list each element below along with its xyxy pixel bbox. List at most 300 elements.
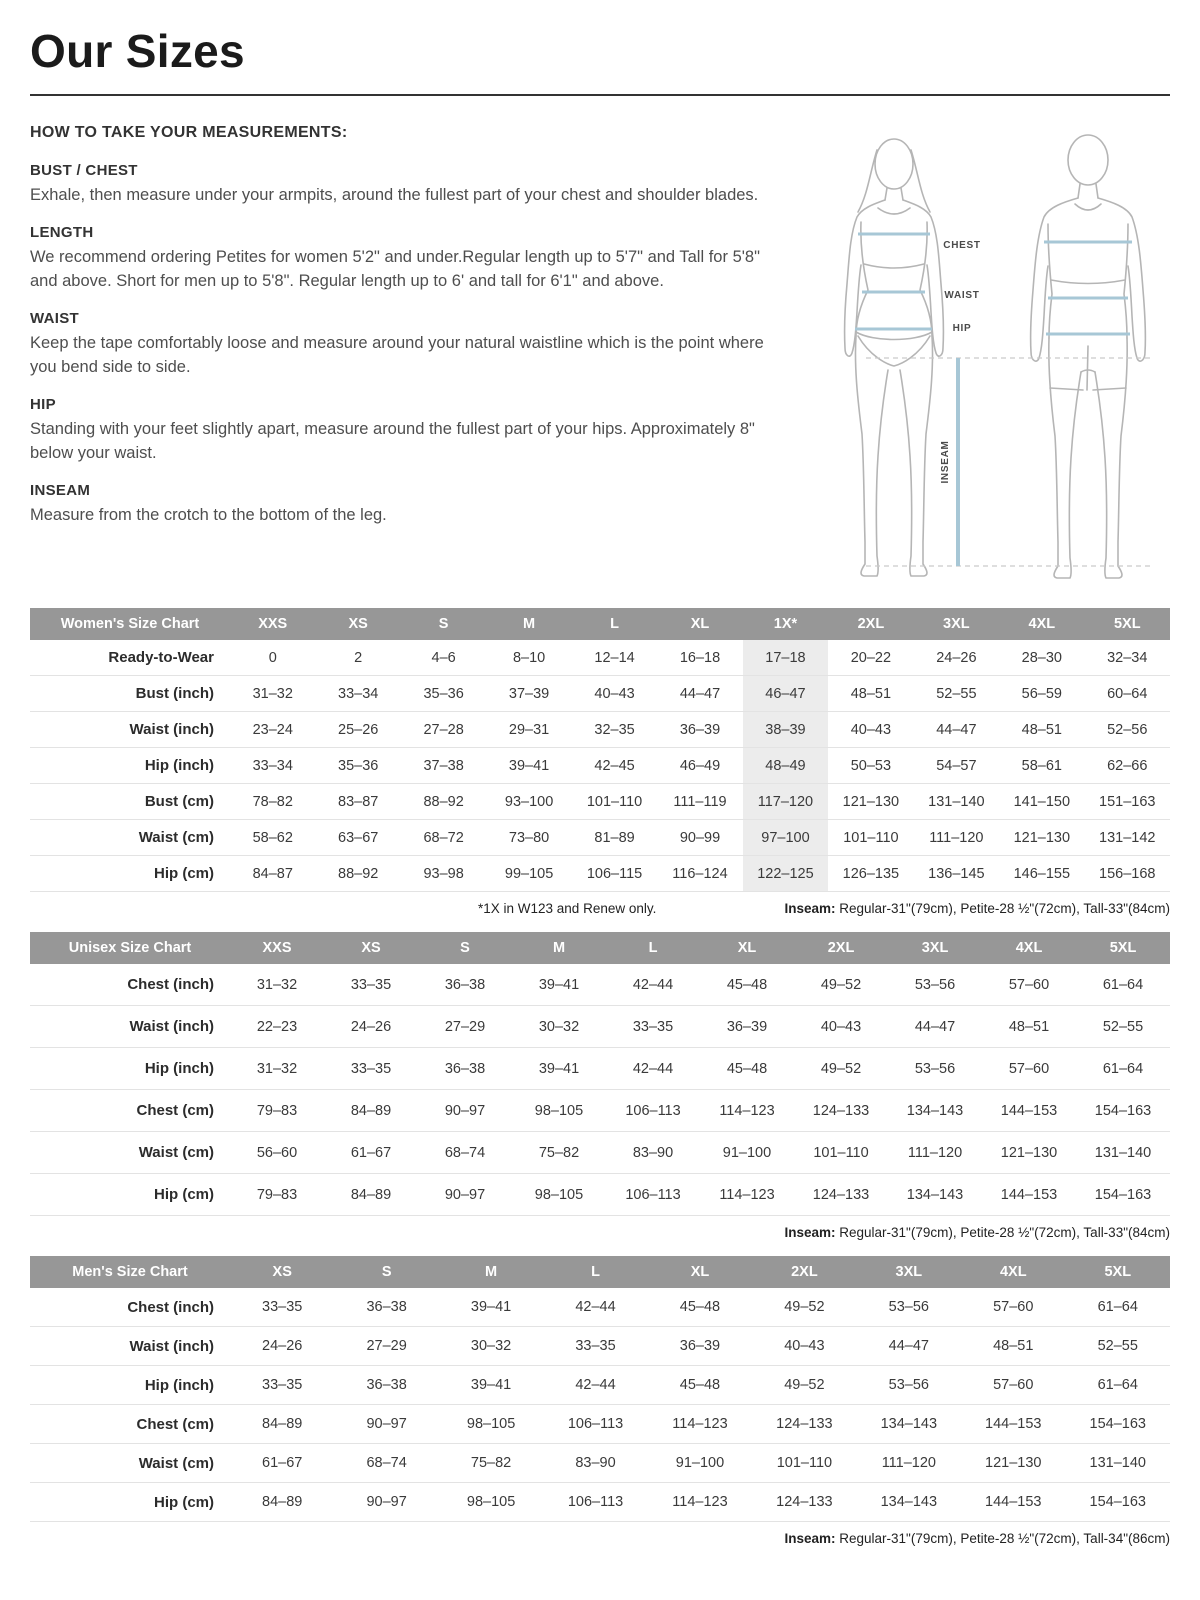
size-cell: 79–83 <box>256 1186 298 1203</box>
size-cell: 68–72 <box>423 829 464 846</box>
size-cell: 27–28 <box>423 721 464 738</box>
size-cell: 0 <box>268 649 277 666</box>
table-row <box>30 1174 1170 1216</box>
size-cell: 101–110 <box>586 793 643 810</box>
womens-size-chart-section <box>30 608 1170 916</box>
size-cell: 146–155 <box>1013 865 1071 882</box>
size-cell: 46–47 <box>743 676 828 712</box>
size-cell: 44–47 <box>936 721 977 738</box>
size-cell: 36–38 <box>444 1060 486 1077</box>
size-cell: 38–39 <box>743 712 828 748</box>
size-cell: 116–124 <box>672 865 728 882</box>
size-cell: 90–97 <box>444 1186 486 1203</box>
header-row <box>30 1256 1170 1288</box>
size-cell: 122–125 <box>743 856 828 892</box>
size-cell: 134–143 <box>906 1102 964 1119</box>
size-cell: 117–120 <box>743 784 828 820</box>
table-row <box>30 676 1170 712</box>
size-cell: 2 <box>354 649 363 666</box>
column-header: XL <box>648 1256 752 1288</box>
bust-chest-body: Exhale, then measure under your armpits, around the fullest part of your chest and shoulder blades. <box>30 186 759 204</box>
size-cell: 60–64 <box>1107 685 1148 702</box>
size-cell: 27–29 <box>444 1018 486 1035</box>
column-header: 5XL <box>1076 932 1170 964</box>
unisex-size-chart-section <box>30 932 1170 1240</box>
size-cell: 49–52 <box>784 1299 825 1315</box>
table-row <box>30 856 1170 892</box>
size-cell: 84–89 <box>350 1102 392 1119</box>
size-cell: 154–163 <box>1094 1186 1152 1203</box>
column-header: M <box>512 932 606 964</box>
size-cell: 61–64 <box>1097 1377 1138 1393</box>
waist-label: WAIST <box>944 290 980 301</box>
column-header: 4XL <box>982 932 1076 964</box>
size-cell: 124–133 <box>776 1416 833 1432</box>
size-cell: 141–150 <box>1013 793 1071 810</box>
size-cell: 61–64 <box>1102 976 1144 993</box>
inseam-heading: INSEAM <box>30 481 91 499</box>
size-cell: 78–82 <box>252 793 293 810</box>
size-cell: 83–90 <box>575 1455 616 1471</box>
size-cell: 93–100 <box>504 793 554 810</box>
size-cell: 44–47 <box>914 1018 956 1035</box>
size-cell: 61–64 <box>1102 1060 1144 1077</box>
column-header: 3XL <box>914 608 999 640</box>
size-cell: 75–82 <box>538 1144 580 1161</box>
size-cell: 91–100 <box>722 1144 772 1161</box>
size-cell: 57–60 <box>1008 976 1050 993</box>
size-cell: 106–113 <box>567 1416 624 1432</box>
table-title: Unisex Size Chart <box>30 932 230 964</box>
size-cell: 29–31 <box>508 721 550 738</box>
size-cell: 84–89 <box>350 1186 392 1203</box>
table-row <box>30 748 1170 784</box>
size-cell: 42–45 <box>594 757 635 774</box>
size-cell: 131–140 <box>1094 1144 1152 1161</box>
size-cell: 154–163 <box>1089 1416 1146 1432</box>
size-cell: 114–123 <box>719 1186 775 1203</box>
table-row <box>30 1444 1170 1483</box>
size-cell: 32–35 <box>594 721 635 738</box>
size-cell: 53–56 <box>888 1377 929 1393</box>
size-cell: 45–48 <box>679 1377 721 1393</box>
size-cell: 49–52 <box>784 1377 825 1393</box>
table-row <box>30 784 1170 820</box>
size-cell: 57–60 <box>1008 1060 1050 1077</box>
size-cell: 35–36 <box>338 757 379 774</box>
row-label: Hip (cm) <box>154 1493 214 1511</box>
size-cell: 39–41 <box>508 757 550 774</box>
size-cell: 40–43 <box>850 721 892 738</box>
row-label: Ready-to-Wear <box>108 649 214 666</box>
inseam-footnote-text: Regular-31"(79cm), Petite-28 ½"(72cm), Tall-33"(84cm) <box>835 1225 1170 1240</box>
size-cell: 52–55 <box>1097 1338 1138 1354</box>
size-cell: 106–113 <box>625 1102 681 1119</box>
column-header: 1X* <box>743 608 828 640</box>
size-cell: 134–143 <box>880 1416 938 1432</box>
size-cell: 50–53 <box>850 757 892 774</box>
size-cell: 114–123 <box>719 1102 775 1119</box>
row-label: Chest (inch) <box>127 976 214 993</box>
size-cell: 90–97 <box>366 1416 407 1432</box>
size-cell: 144–153 <box>1000 1186 1058 1203</box>
column-header: XS <box>315 608 400 640</box>
size-cell: 56–59 <box>1021 685 1062 702</box>
size-cell: 33–34 <box>338 685 379 702</box>
size-cell: 84–89 <box>262 1494 303 1510</box>
size-cell: 53–56 <box>888 1299 929 1315</box>
size-cell: 61–67 <box>350 1144 392 1161</box>
size-cell: 124–133 <box>812 1186 870 1203</box>
row-label: Waist (cm) <box>138 829 214 846</box>
size-cell: 84–87 <box>252 865 293 882</box>
unisex-table-footnotes <box>30 1225 1170 1240</box>
waist-body: Keep the tape comfortably loose and measure around your natural waistline which is the point where you bend side to side. <box>30 334 764 376</box>
size-cell: 45–48 <box>726 1060 768 1077</box>
size-cell: 52–55 <box>1102 1018 1144 1035</box>
size-cell: 73–80 <box>508 829 550 846</box>
table-row <box>30 1288 1170 1327</box>
size-cell: 81–89 <box>594 829 635 846</box>
size-cell: 144–153 <box>1000 1102 1058 1119</box>
table-row <box>30 1483 1170 1522</box>
size-cell: 36–38 <box>444 976 486 993</box>
column-header: S <box>418 932 512 964</box>
size-cell: 30–32 <box>538 1018 580 1035</box>
column-header: L <box>572 608 657 640</box>
size-cell: 99–105 <box>504 865 554 882</box>
size-cell: 58–62 <box>252 829 293 846</box>
size-cell: 98–105 <box>466 1416 516 1432</box>
size-cell: 111–120 <box>881 1455 936 1471</box>
size-cell: 111–119 <box>673 793 727 810</box>
mens-size-chart-section <box>30 1256 1170 1546</box>
column-header: 2XL <box>828 608 913 640</box>
size-cell: 121–130 <box>1000 1144 1058 1161</box>
size-cell: 58–61 <box>1021 757 1062 774</box>
size-cell: 131–140 <box>928 793 985 810</box>
size-cell: 39–41 <box>538 1060 580 1077</box>
column-header: L <box>543 1256 647 1288</box>
row-label: Chest (cm) <box>136 1415 214 1433</box>
size-cell: 84–89 <box>262 1416 303 1432</box>
size-cell: 121–130 <box>985 1455 1042 1471</box>
mens-size-chart-table <box>30 1256 1170 1522</box>
size-cell: 37–38 <box>423 757 464 774</box>
inseam-footnote-text: Regular-31"(79cm), Petite-28 ½"(72cm), Tall-33"(84cm) <box>835 901 1170 916</box>
inseam-label: INSEAM <box>940 440 951 484</box>
size-cell: 33–35 <box>350 976 392 993</box>
table-title: Men's Size Chart <box>30 1256 230 1288</box>
size-cell: 33–35 <box>262 1299 303 1315</box>
hip-label: HIP <box>952 323 972 334</box>
size-cell: 33–35 <box>350 1060 392 1077</box>
column-header: 5XL <box>1085 608 1170 640</box>
size-cell: 48–51 <box>993 1338 1034 1354</box>
length-heading: LENGTH <box>30 224 94 242</box>
size-cell: 61–67 <box>262 1455 303 1471</box>
section-bust-chest <box>30 162 772 207</box>
table-row <box>30 820 1170 856</box>
size-cell: 4–6 <box>431 649 456 666</box>
size-cell: 24–26 <box>350 1018 392 1035</box>
size-cell: 68–74 <box>444 1144 486 1161</box>
size-cell: 53–56 <box>914 976 956 993</box>
size-cell: 156–168 <box>1099 865 1156 882</box>
size-cell: 8–10 <box>512 649 546 666</box>
column-header: S <box>401 608 486 640</box>
size-cell: 25–26 <box>338 721 379 738</box>
size-cell: 35–36 <box>423 685 464 702</box>
column-header: 2XL <box>794 932 888 964</box>
column-header: M <box>486 608 571 640</box>
column-header: XS <box>324 932 418 964</box>
size-cell: 40–43 <box>594 685 635 702</box>
table-row <box>30 1327 1170 1366</box>
column-header: XXS <box>230 932 324 964</box>
row-label: Waist (cm) <box>138 1144 214 1161</box>
size-cell: 101–110 <box>813 1144 869 1161</box>
size-cell: 42–44 <box>632 976 674 993</box>
size-cell: 45–48 <box>679 1299 721 1315</box>
header-row <box>30 932 1170 964</box>
size-cell: 28–30 <box>1021 649 1062 666</box>
size-cell: 106–113 <box>567 1494 624 1510</box>
size-cell: 44–47 <box>679 685 721 702</box>
size-cell: 56–60 <box>256 1144 298 1161</box>
row-label: Hip (inch) <box>144 757 214 774</box>
size-cell: 83–87 <box>338 793 379 810</box>
size-cell: 88–92 <box>338 865 379 882</box>
row-label: Bust (inch) <box>135 685 214 702</box>
table-row <box>30 1405 1170 1444</box>
row-label: Waist (inch) <box>129 1018 214 1035</box>
mens-inseam-footnote <box>784 1531 1170 1546</box>
size-cell: 111–120 <box>907 1144 963 1161</box>
section-length <box>30 224 772 293</box>
size-cell: 136–145 <box>928 865 985 882</box>
size-cell: 97–100 <box>743 820 828 856</box>
size-cell: 90–97 <box>366 1494 407 1510</box>
measurement-diagram-illustration <box>798 122 1170 594</box>
size-cell: 144–153 <box>985 1416 1042 1432</box>
table-row <box>30 1090 1170 1132</box>
size-cell: 31–32 <box>256 976 298 993</box>
row-label: Hip (cm) <box>154 1186 214 1203</box>
column-header: 2XL <box>752 1256 856 1288</box>
womens-table-footnotes <box>30 901 1170 916</box>
unisex-inseam-footnote <box>784 1225 1170 1240</box>
male-figure-outline <box>1031 135 1146 578</box>
measurement-instructions-row <box>30 122 1170 594</box>
length-body: We recommend ordering Petites for women 5'2" and under.Regular length up to 5'7" and Tall for 5'8" and above. Short for men up to 5'8". Regular length up to 6' and tall for 6'1" and above. <box>30 248 760 290</box>
table-row <box>30 964 1170 1006</box>
size-cell: 52–56 <box>1107 721 1148 738</box>
size-cell: 63–67 <box>338 829 379 846</box>
column-header: 3XL <box>857 1256 961 1288</box>
section-waist <box>30 310 772 379</box>
column-header: 4XL <box>999 608 1084 640</box>
column-header: 3XL <box>888 932 982 964</box>
size-cell: 42–44 <box>575 1299 616 1315</box>
size-cell: 40–43 <box>784 1338 825 1354</box>
size-cell: 126–135 <box>842 865 900 882</box>
size-cell: 134–143 <box>880 1494 938 1510</box>
header-row <box>30 608 1170 640</box>
size-cell: 36–39 <box>726 1018 768 1035</box>
size-cell: 40–43 <box>820 1018 862 1035</box>
size-cell: 24–26 <box>936 649 977 666</box>
size-cell: 33–35 <box>575 1338 616 1354</box>
size-cell: 75–82 <box>470 1455 512 1471</box>
size-cell: 131–140 <box>1089 1455 1146 1471</box>
mens-table-footnotes <box>30 1531 1170 1546</box>
table-row <box>30 1366 1170 1405</box>
size-cell: 33–34 <box>252 757 293 774</box>
size-cell: 57–60 <box>993 1377 1034 1393</box>
table-row <box>30 1048 1170 1090</box>
table-row <box>30 1006 1170 1048</box>
size-cell: 54–57 <box>936 757 977 774</box>
inseam-footnote-text: Regular-31"(79cm), Petite-28 ½"(72cm), Tall-34"(86cm) <box>835 1531 1170 1546</box>
size-cell: 114–123 <box>672 1416 728 1432</box>
section-inseam <box>30 482 772 527</box>
column-header: XS <box>230 1256 334 1288</box>
size-cell: 114–123 <box>672 1494 728 1510</box>
size-cell: 33–35 <box>632 1018 674 1035</box>
size-cell: 39–41 <box>470 1299 512 1315</box>
size-cell: 44–47 <box>888 1338 929 1354</box>
inseam-footnote-label: Inseam: <box>784 901 836 916</box>
size-cell: 33–35 <box>262 1377 303 1393</box>
womens-inseam-footnote <box>784 901 1170 916</box>
footnote-1x-note: *1X in W123 and Renew only. <box>478 901 657 916</box>
size-cell: 68–74 <box>366 1455 407 1471</box>
size-cell: 48–51 <box>1021 721 1062 738</box>
size-cell: 48–51 <box>850 685 892 702</box>
row-label: Waist (inch) <box>129 1337 214 1355</box>
size-cell: 48–51 <box>1008 1018 1050 1035</box>
size-cell: 93–98 <box>423 865 464 882</box>
size-cell: 49–52 <box>820 1060 862 1077</box>
size-cell: 36–39 <box>679 1338 721 1354</box>
hip-body: Standing with your feet slightly apart, measure around the fullest part of your hips. Approximately 8" below your waist. <box>30 420 755 462</box>
size-cell: 121–130 <box>1013 829 1071 846</box>
size-cell: 83–90 <box>632 1144 674 1161</box>
size-cell: 36–39 <box>679 721 721 738</box>
size-cell: 20–22 <box>850 649 892 666</box>
size-cell: 154–163 <box>1089 1494 1146 1510</box>
size-cell: 52–55 <box>936 685 977 702</box>
row-label: Bust (cm) <box>144 793 214 810</box>
column-header: 4XL <box>961 1256 1065 1288</box>
inseam-footnote-label: Inseam: <box>784 1531 836 1546</box>
size-cell: 57–60 <box>993 1299 1034 1315</box>
size-cell: 88–92 <box>423 793 464 810</box>
section-hip <box>30 396 772 465</box>
row-label: Hip (inch) <box>144 1376 214 1394</box>
size-cell: 49–52 <box>820 976 862 993</box>
size-cell: 106–115 <box>586 865 643 882</box>
inseam-footnote-label: Inseam: <box>784 1225 836 1240</box>
size-cell: 23–24 <box>252 721 293 738</box>
size-cell: 36–38 <box>366 1377 407 1393</box>
size-cell: 121–130 <box>842 793 900 810</box>
size-cell: 36–38 <box>366 1299 407 1315</box>
size-cell: 39–41 <box>538 976 580 993</box>
row-label: Chest (cm) <box>136 1102 214 1119</box>
chest-label: CHEST <box>943 240 981 251</box>
waist-heading: WAIST <box>30 310 79 328</box>
size-cell: 151–163 <box>1099 793 1156 810</box>
size-cell: 37–39 <box>508 685 550 702</box>
size-cell: 61–64 <box>1097 1299 1138 1315</box>
size-cell: 48–49 <box>743 748 828 784</box>
inseam-body: Measure from the crotch to the bottom of the leg. <box>30 505 387 524</box>
size-cell: 22–23 <box>256 1018 298 1035</box>
size-cell: 79–83 <box>256 1102 298 1119</box>
size-cell: 42–44 <box>575 1377 616 1393</box>
size-cell: 24–26 <box>262 1338 303 1354</box>
size-cell: 12–14 <box>594 649 635 666</box>
column-header: 5XL <box>1066 1256 1171 1288</box>
table-title: Women's Size Chart <box>30 608 230 640</box>
column-header: S <box>334 1256 438 1288</box>
column-header: L <box>606 932 700 964</box>
size-cell: 98–105 <box>534 1102 584 1119</box>
size-cell: 144–153 <box>985 1494 1042 1510</box>
size-cell: 30–32 <box>470 1338 512 1354</box>
size-cell: 42–44 <box>632 1060 674 1077</box>
table-row <box>30 640 1170 676</box>
size-cell: 31–32 <box>252 685 293 702</box>
measurement-instructions <box>30 122 772 594</box>
table-row <box>30 712 1170 748</box>
bust-chest-heading: BUST / CHEST <box>30 162 138 179</box>
womens-size-chart-table <box>30 608 1170 892</box>
size-cell: 90–99 <box>679 829 721 846</box>
size-cell: 154–163 <box>1094 1102 1152 1119</box>
size-cell: 91–100 <box>675 1455 725 1471</box>
size-cell: 31–32 <box>256 1060 298 1077</box>
column-header: XL <box>657 608 742 640</box>
table-row <box>30 1132 1170 1174</box>
size-cell: 101–110 <box>843 829 899 846</box>
size-cell: 111–120 <box>929 829 984 846</box>
row-label: Waist (cm) <box>138 1454 214 1472</box>
size-cell: 134–143 <box>906 1186 964 1203</box>
size-cell: 45–48 <box>726 976 768 993</box>
size-cell: 17–18 <box>743 640 828 676</box>
row-label: Waist (inch) <box>129 721 214 738</box>
unisex-size-chart-table <box>30 932 1170 1216</box>
body-diagram-wrap <box>796 122 1170 594</box>
row-label: Hip (cm) <box>154 865 214 882</box>
column-header: XL <box>700 932 794 964</box>
page-title: Our Sizes <box>30 25 245 77</box>
hip-heading: HIP <box>30 396 56 414</box>
size-cell: 53–56 <box>914 1060 956 1077</box>
size-cell: 124–133 <box>776 1494 833 1510</box>
howto-heading: HOW TO TAKE YOUR MEASUREMENTS: <box>30 124 348 141</box>
size-cell: 32–34 <box>1107 649 1148 666</box>
size-cell: 124–133 <box>812 1102 870 1119</box>
column-header: XXS <box>230 608 315 640</box>
size-cell: 27–29 <box>366 1338 407 1354</box>
size-cell: 62–66 <box>1107 757 1148 774</box>
column-header: M <box>439 1256 543 1288</box>
size-cell: 98–105 <box>466 1494 516 1510</box>
